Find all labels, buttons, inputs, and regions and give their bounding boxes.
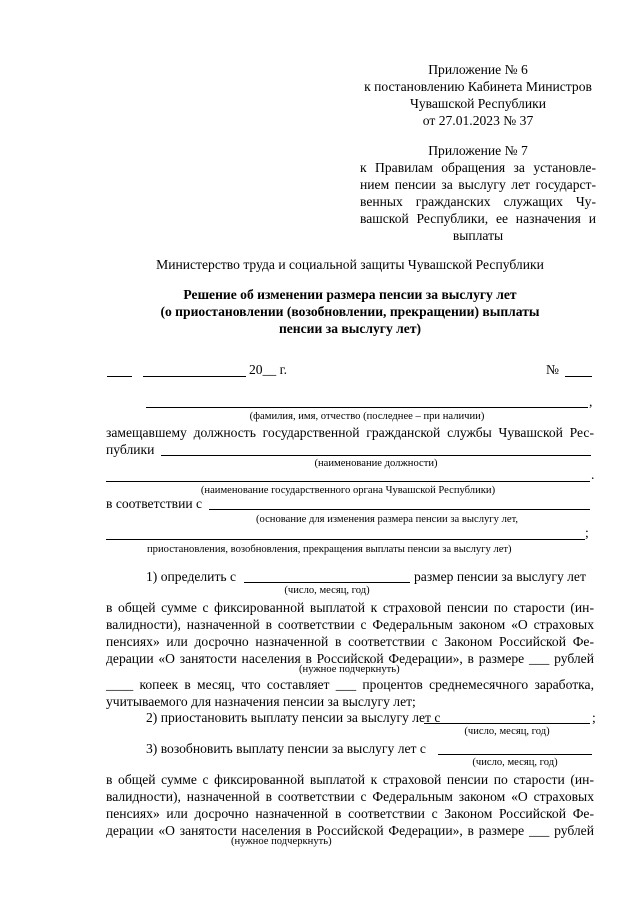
clause3-text-line: дерации «О занятости населения в Российской Федерации», в размере ___ рублей — [106, 823, 594, 838]
appendix7-line: выплаты — [452, 228, 504, 243]
clause2-end: ; — [592, 710, 596, 725]
clause1-text: валидности), назначенной в соответствии с Федеральным законом «О страховых — [106, 617, 594, 632]
clause3-underline-caption: (нужное подчеркнуть) — [231, 836, 332, 847]
appendix7-line: Приложение № 7 — [428, 143, 528, 158]
basis-blank[interactable] — [209, 509, 590, 510]
ministry-name: Министерство труда и социальной защиты Чувашской Республики — [156, 257, 544, 272]
semicolon-mark: ; — [585, 525, 589, 540]
document-title: Решение об изменении размера пенсии за выслугу лет — [183, 287, 517, 302]
number-label: № — [546, 362, 559, 377]
clause1-text: дерации «О занятости населения в Российской Федерации», в размере ___ рублей — [106, 651, 594, 666]
appendix6-line: Чувашской Республики — [410, 96, 546, 111]
basis-caption-2: приостановления, возобновления, прекращения выплаты пенсии за выслугу лет) — [147, 544, 512, 555]
basis-blank-2[interactable] — [106, 539, 585, 540]
number-blank[interactable] — [565, 376, 592, 377]
organ-caption: (наименование государственного органа Чувашской Республики) — [200, 485, 496, 496]
appendix7-line: к Правилам обращения за установле- — [360, 160, 596, 175]
clause1-date-caption: (число, месяц, год) — [284, 585, 370, 596]
clause1-kopeck-line: учитываемого для назначения пенсии за выслугу лет; — [106, 694, 416, 709]
fio-caption: (фамилия, имя, отчество (последнее – при наличии) — [249, 411, 485, 422]
day-blank[interactable] — [107, 376, 132, 377]
document-title: пенсии за выслугу лет) — [278, 321, 422, 336]
clause2-date-caption: (число, месяц, год) — [464, 726, 550, 737]
position-intro: замещавшему должность государственной гражданской службы Чувашской Рес- — [106, 425, 594, 440]
clause3-text-line: пенсиях» или досрочно назначенной в соответствии с Законом Российской Фе- — [106, 806, 594, 821]
clause2-date-blank[interactable] — [424, 723, 590, 724]
position-intro: публики — [106, 442, 155, 457]
clause1-tail: размер пенсии за выслугу лет — [414, 569, 586, 584]
clause1-kopeck-line: ____ копеек в месяц, что составляет ___ процентов среднемесячного заработка, — [106, 677, 594, 692]
clause3-text: 3) возобновить выплату пенсии за выслугу лет с — [146, 741, 426, 756]
clause3-date-blank[interactable] — [438, 754, 592, 755]
position-caption: (наименование должности) — [314, 458, 438, 469]
appendix7-line: нием пенсии за выслугу лет государст- — [360, 177, 596, 192]
document-title: (о приостановлении (возобновлении, прекращении) выплаты — [160, 304, 540, 319]
appendix6-line: к постановлению Кабинета Министров — [364, 79, 592, 94]
appendix6-line: от 27.01.2023 № 37 — [422, 113, 534, 128]
basis-caption: (основание для изменения размера пенсии за выслугу лет, — [256, 514, 519, 525]
comma-mark: , — [589, 394, 593, 409]
clause3-text-line: в общей сумме с фиксированной выплатой к страховой пенсии по старости (ин- — [106, 772, 594, 787]
clause1-date-blank[interactable] — [244, 582, 410, 583]
month-blank[interactable] — [143, 376, 246, 377]
period-mark: . — [591, 467, 595, 482]
fio-blank[interactable] — [146, 407, 588, 408]
clause2-text: 2) приостановить выплату пенсии за выслугу лет с — [146, 710, 441, 725]
year-label: 20__ г. — [249, 362, 288, 377]
clause1-intro: 1) определить с — [146, 569, 237, 584]
appendix6-line: Приложение № 6 — [428, 62, 528, 77]
appendix7-line: вашской Республики, ее назначения и — [360, 211, 596, 226]
clause1-underline-caption: (нужное подчеркнуть) — [299, 664, 400, 675]
clause3-text-line: валидности), назначенной в соответствии с Федеральным законом «О страховых — [106, 789, 594, 804]
appendix7-line: венных гражданских служащих Чу- — [360, 194, 596, 209]
clause1-text: пенсиях» или досрочно назначенной в соответствии с Законом Российской Фе- — [106, 634, 594, 649]
organ-blank[interactable] — [106, 481, 590, 482]
basis-label: в соответствии с — [106, 496, 203, 511]
position-blank[interactable] — [161, 455, 591, 456]
clause1-text: в общей сумме с фиксированной выплатой к страховой пенсии по старости (ин- — [106, 600, 594, 615]
clause3-date-caption: (число, месяц, год) — [472, 757, 558, 768]
